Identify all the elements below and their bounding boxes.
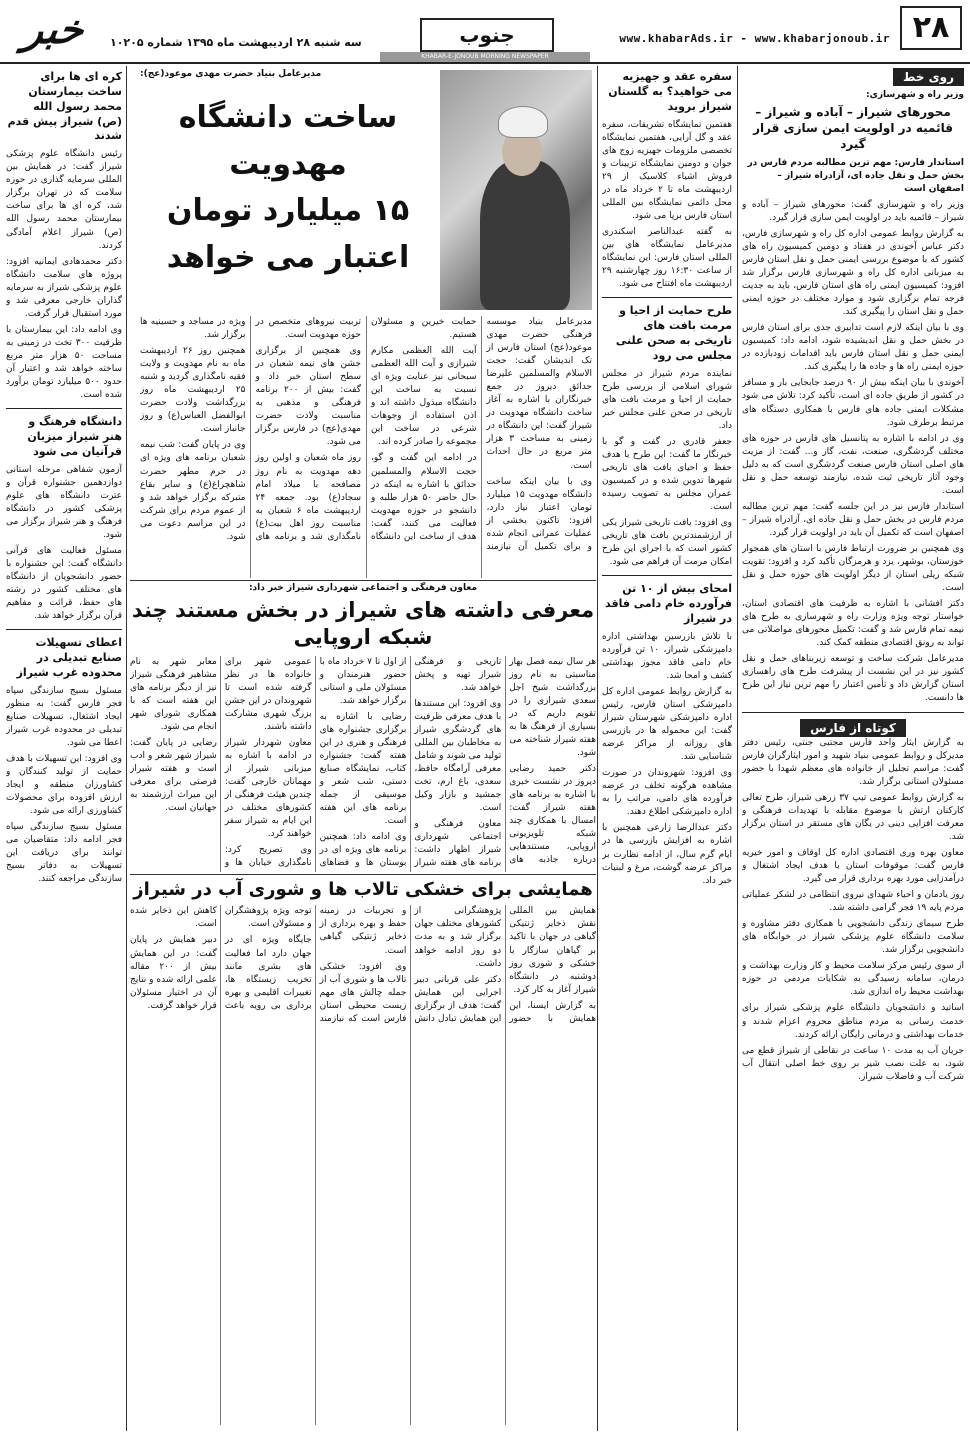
header-strip: KHABAR-E-JONOUB MORNING NEWSPAPER	[380, 52, 590, 62]
col6-headline-3: اعطای تسهیلات صنایع تبدیلی در محدوده غرب شیراز	[16, 636, 122, 679]
paragraph: وی افزود: شهروندان در صورت مشاهده هرگونه تخلف در عرضه فرآورده های دامی، مراتب را به اداره دامپزشکی اطلاع دهند.	[602, 768, 732, 818]
paragraph: رئیس دانشگاه علوم پزشکی شیراز گفت: در همایش بین المللی سرمایه گذاری در حوزه سلامت که در تهران برگزار شد، کره ای ها برای ساخت بیمارستان محمد رسول الله (ص) شیراز اعلام آمادگی کردند.	[6, 149, 122, 251]
article-body	[742, 199, 964, 706]
column-roye-khat	[742, 68, 964, 1428]
paragraph: وی افزود: این مستندها با هدف معرفی ظرفیت های گردشگری شیراز به مخاطبان بین المللی تولید می شوند و شامل معرفی آرامگاه حافظ، سعدی، باغ ارم، تخت جمشید و بازار وکیل است.	[414, 698, 502, 814]
feature-kicker: مدیرعامل بنیاد حضرت مهدی موعود(عج):	[140, 69, 322, 79]
article-2-headline: طرح حمایت از احیا و مرمت بافت های تاریخی به صحن علنی مجلس می رود	[615, 304, 732, 362]
paragraph: دکتر حمید رضایی دیروز در نشست خبری با اشاره به برنامه های هفته شیراز گفت: امسال با همکاری چند شبکه تلویزیونی اروپایی، مستندهایی درباره جاذبه های تاریخی و فرهنگی شیراز تهیه و پخش خواهد شد.	[414, 656, 596, 866]
paragraph: جعفر قادری در گفت و گو با خبرنگار ما گفت: این طرح با هدف حفظ و احیای بافت های تاریخی شهرها تدوین شده و در کمیسیون عمران مجلس به تصویب رسیده است.	[602, 436, 732, 512]
paragraph: هفتمین نمایشگاه تشریفات، سفره عقد و گل آرایی، هفتمین نمایشگاه تخصصی ملزومات جهیزیه زوج های جوان و دومین نمایشگاه تزیینات و فروش اشیاء کلاسیک از ۲۹ اردیبهشت ماه تا ۲ خرداد ماه در محل دائمی نمایشگاه بین المللی استان فارس برپا می شود.	[602, 119, 732, 221]
paragraph: دکتر افشانی با اشاره به ظرفیت های اقتصادی استان، خواستار توجه ویژه وزارت راه و شهرسازی به طرح های نیمه تمام فارس شد و گفت: تکمیل محورهای مواصلاتی می تواند به رونق اقتصادی منطقه کمک کند.	[742, 599, 964, 649]
paragraph: وزیر راه و شهرسازی گفت: محورهای شیراز – آباده و شیراز – قائمیه باید در اولویت ایمن سازی قرار گیرد.	[742, 199, 964, 223]
website-urls[interactable]: www.khabarAds.ir - www.khabarjonoub.ir	[619, 32, 890, 45]
paragraph: آخوندی با بیان اینکه بیش از ۹۰ درصد جابجایی بار و مسافر در کشور از طریق جاده ای است، تأکید کرد: تلاش می شود مشکلات ایمنی جاده های فارس با همکاری دستگاه های مرتبط برطرف شود.	[742, 378, 964, 428]
paragraph: معاون بهره وری اقتصادی اداره کل اوقاف و امور خیریه فارس گفت: موقوفات استان با هدف ایجاد اشتغال و درآمدزایی مورد بهره برداری قرار می گیرد.	[742, 847, 964, 885]
paragraph: معاون فرهنگی و اجتماعی شهرداری شیراز اظهار داشت: برنامه های هفته شیراز از اول تا ۷ خرداد ماه با حضور هنرمندان و مسئولان ملی و استانی برگزار خواهد شد.	[319, 656, 502, 869]
paragraph: دکتر علی قربانی دبیر اجرایی این همایش گفت: هدف از برگزاری این همایش تبادل دانش و تجربیات در زمینه حفظ و بهره برداری از ذخایر ژنتیکی گیاهی است.	[319, 906, 502, 1024]
article-3-body	[602, 631, 732, 888]
paragraph: جریان آب به مدت ۱۰ ساعت در نقاطی از شیراز قطع می شود، به علت نصب شیر بر روی خط اصلی انتقال آب شرکت آب و فاضلاب شیراز.	[742, 1045, 964, 1082]
paragraph: معاون شهردار شیراز در ادامه با اشاره به میزبانی شیراز از مهمانان خارجی گفت: چندین هیئت فرهنگی از کشورهای مختلف در این ایام به شیراز سفر خواهند کرد.	[224, 737, 312, 840]
paragraph: وی افزود: بافت تاریخی شیراز یکی از ارزشمندترین بافت های تاریخی کشور است که با اجرای این طرح امکان مرمت آن فراهم می شود.	[602, 518, 732, 568]
issue-date: سه شنبه ۲۸ اردیبهشت ماه ۱۳۹۵ شماره ۱۰۲۰۵	[110, 36, 362, 49]
news-briefs	[742, 737, 964, 1084]
paragraph: استاندار فارس نیز در این جلسه گفت: مهم ترین مطالبه مردم فارس در بخش حمل و نقل جاده ای، آزادراه شیراز – اصفهان است که تکمیل آن باید در اولویت قرار گیرد.	[742, 501, 964, 538]
paragraph: وی همچنین از برگزاری جشن های نیمه شعبان در سطح استان خبر داد و گفت: بیش از ۲۰۰ برنامه فرهنگی و مذهبی به مناسبت ولادت حضرت مهدی(عج) در فارس برگزار می شود.	[255, 346, 361, 448]
paragraph: به گزارش ایسنا، این همایش با حضور پژوهشگرانی از کشورهای مختلف جهان برگزار شد و به مدت دو روز ادامه خواهد داشت.	[414, 906, 596, 1024]
paragraph: روز یادمان و احیاء شهدای نیروی انتظامی در لشکر عملیاتی مردم پایه ۱۹ فجر گرامی داشته شد.	[742, 890, 964, 914]
column-two	[602, 68, 732, 1428]
paragraph: همچنین روز ۲۶ اردیبهشت ماه به نام مهدویت و ولایت فقیه نامگذاری گردید و شنبه ۲۵ اردیبهشت ماه روز بزرگداشت ولادت حضرت ابوالفضل العباس(ع) و روز جانباز است.	[140, 346, 246, 435]
paragraph: دکتر عبدالرضا زارعی همچنین با اشاره به افزایش بازرسی ها در ایام گرم سال، از ادامه نظارت بر مراکز عرضه گوشت، مرغ و لبنیات خبر داد.	[602, 823, 732, 886]
paragraph: دکتر محمدهادی ایمانیه افزود: پروژه های سلامت دانشگاه علوم پزشکی شیراز به سرمایه گذاران خارجی معرفی شد و مورد استقبال قرار گرفت.	[6, 256, 122, 319]
paragraph: رضایی در پایان گفت: شیراز شهر شعر و ادب است و هفته شیراز فرصتی برای معرفی این میراث ارزشمند به جهانیان است.	[130, 737, 217, 814]
kicker: وزیر راه و شهرسازی:	[866, 90, 964, 101]
story-european-networks	[130, 582, 596, 872]
box-title-roye-khat: روی خط	[893, 68, 964, 86]
col6-headline-2: دانشگاه فرهنگ و هنر شیراز میزبان قرآنیان می شود	[27, 415, 122, 458]
paragraph: وی با بیان اینکه ساخت دانشگاه مهدویت ۱۵ میلیارد تومان اعتبار نیاز دارد، افزود: تاکنون بخشی از عملیات عمرانی انجام شده و برای تکمیل آن نیازمند حمایت خیرین و مسئولان هستیم.	[371, 317, 592, 552]
feature-article	[140, 66, 592, 578]
col6-body-1	[6, 148, 122, 402]
paragraph: روز ماه شعبان و اولین روز دهه مهدویت به نام روز مصافحه با میلاد امام سجاد(ع) بود. جمعه ۲۴ اردیبهشت ماه ۶ شعبان به مناسبت روز اهل بیت(ع) نامگذاری شد و برنامه های ویژه در مساجد و حسینیه ها برگزار شد.	[140, 317, 361, 542]
masthead	[0, 0, 970, 64]
paragraph: وی همچنین بر ضرورت ارتباط فارس با استان های همجوار خوزستان، بوشهر، یزد و هرمزگان تأکید کرد و افزود: تقویت شبکه ریلی استان از دیگر اولویت های حوزه حمل و نقل است.	[742, 543, 964, 594]
col6-body-2	[6, 464, 122, 624]
box-title-kootah: کوتاه از فارس	[800, 719, 906, 737]
story2-headline: معرفی داشته های شیراز در بخش مستند چند شبکه اروپایی	[131, 598, 595, 650]
paragraph: وی افزود: خشکی تالاب ها و شوری آب از جمله چالش های مهم زیست محیطی استان فارس است که نیازمند توجه ویژه پژوهشگران و مسئولان است.	[224, 906, 407, 1024]
paragraph: از سوی رئیس مرکز سلامت محیط و کار وزارت بهداشت و درمان، سامانه رسیدگی به شکایات مردمی در حوزه بهداشت محیط راه اندازی شد.	[742, 961, 964, 998]
article-1-headline: سفره عقد و جهیزیه می خواهید؟ به گلستان شیراز بروید	[608, 70, 732, 113]
paragraph: همایش بین المللی نقش ذخایر ژنتیکی گیاهی در جهان با تاکید بر گیاهان سازگار با خشکی و شوری روز دوشنبه در دانشگاه شیراز آغاز به کار کرد.	[509, 906, 596, 995]
newspaper-logo: خبر	[20, 6, 88, 53]
article-3-headline: امحای بیش از ۱۰ تن فرآورده خام دامی فاقد در شیراز	[605, 582, 732, 625]
paragraph: به گزارش روابط عمومی تیپ ۳۷ زرهی شیراز، طرح تعالی کارکنان ارتش با موضوع مقابله با تهدیدات فرهنگی و معرفت افزایی دینی در یگان های مستقر در استان برگزار شد.	[742, 792, 964, 842]
paragraph: مسئول فعالیت های قرآنی دانشگاه گفت: این جشنواره با حضور دانشجویان از دانشگاه های مختلف کشور در رشته های حفظ، قرائت و مفاهیم قرآن برگزار خواهد شد.	[6, 545, 122, 622]
feature-body	[140, 316, 592, 578]
paragraph: طرح سیمای زندگی دانشجویی با همکاری دفتر مشاوره و سلامت دانشگاه علوم پزشکی شیراز در خوابگاه های دانشجویی برگزار شد.	[742, 919, 964, 956]
paragraph: جایگاه ویژه ای در جهان دارد اما فعالیت های بشری مانند تخریب زیستگاه ها، تغییرات اقلیمی و بهره برداری بی رویه باعث کاهش این ذخایر شده است.	[130, 906, 312, 1011]
col6-body-3	[6, 685, 122, 887]
paragraph: در ادامه این گفت و گو، حجت الاسلام والمسلمین حدائق با اشاره به اینکه در حال حاضر ۵۰ هزار طلبه و دانشجو در حوزه مهدویت فعالیت می کنند، گفت: هدف از ساخت این دانشگاه تربیت نیروهای متخصص در حوزه مهدویت است.	[255, 317, 477, 542]
paragraph: آیت الله العظمی مکارم شیرازی و آیت الله العظمی سبحانی نیز عنایت ویژه ای نسبت به ساخت این دانشگاه مبذول داشته اند و اذن استفاده از وجوهات شرعی در ساخت این مجموعه را صادر کرده اند.	[371, 346, 477, 448]
paragraph: دبیر همایش در پایان گفت: در این همایش بیش از ۲۰۰ مقاله علمی ارائه شده و نتایج آن در اختیار مسئولان قرار خواهد گرفت.	[130, 935, 217, 1011]
paragraph: به گزارش روابط عمومی اداره کل راه و شهرسازی فارس، دکتر عباس آخوندی در هفتاد و دومین کمیسیون راه های کشور که با موضوع بررسی ایمنی حمل و نقل استان فارس به میزبانی اداره کل راه و شهرسازی فارس برگزار شد افزود: کمیسیون ایمنی راه های استان فارس، باید به جدیت فرجه تمام برگزاری شود و موارد مختلف در حوزه ایمنی حمل و نقل استان را پیگیری کند.	[742, 228, 964, 318]
subhead: استاندار فارس: مهم ترین مطالبه مردم فارس در بخش حمل و نقل جاده ای، آزادراه شیراز – اصفهان است	[747, 157, 964, 194]
article-2-body	[602, 368, 732, 570]
paragraph: نماینده مردم شیراز در مجلس شورای اسلامی از بررسی طرح حمایت از احیا و مرمت بافت های تاریخی در صحن علنی مجلس خبر داد.	[602, 368, 732, 431]
section-title: جنوب	[420, 18, 554, 52]
paragraph: مدیرعامل بنیاد موسسه فرهنگی حضرت مهدی موعود(عج) استان فارس از تک اندیشان گفت: حجت الاسلام والمسلمین علیرضا حدائق دیروز در جمع خبرنگاران با اشاره به آغاز ساخت دانشگاه مهدویت در شیراز گفت: این دانشگاه در زمینی به مساحت ۳ هزار متر مربع در حال احداث است.	[486, 317, 592, 471]
story3-headline: همایشی برای خشکی تالاب ها و شوری آب در شیراز	[133, 879, 593, 900]
paragraph: اساتید و دانشجویان دانشگاه علوم پزشکی شیراز برای خدمت رسانی به مردم مناطق محروم اعزام شدند و خدمات بهداشتی و درمانی رایگان ارائه کردند.	[742, 1003, 964, 1040]
paragraph: مدیرعامل شرکت ساخت و توسعه زیربناهای حمل و نقل کشور نیز در این نشست از پیشرفت طرح های راهسازی استان گزارش داد و تأمین اعتبار را مهم ترین نیاز این طرح ها دانست.	[742, 654, 964, 704]
paragraph: وی افزود: این تسهیلات با هدف حمایت از تولید کنندگان و کشاورزان منطقه و ایجاد ارزش افزوده برای محصولات کشاورزی ارائه می شود.	[6, 753, 122, 817]
paragraph: وی با بیان اینکه لازم است تدابیری جدی برای استان فارس در بخش حمل و نقل اندیشیده شود، ادامه داد: کمیسیون ایمنی حمل و نقل استان فارس باید اقدامات زودبازده در حوزه ایمنی راه ها و جاده ها را پیگیری کند.	[742, 323, 964, 373]
paragraph: وی ادامه داد: همچنین برنامه های ویژه ای در بوستان ها و فضاهای عمومی شهر برای خانواده ها در نظر گرفته شده است تا شهروندان در این جشن بزرگ شهری مشارکت داشته باشند.	[224, 656, 407, 869]
paragraph: آزمون شفاهی مرحله استانی دوازدهمین جشنواره قرآن و عترت دانشگاه های علوم پزشکی کشور در دانشگاه فرهنگ و هنر شیراز برگزار می شود.	[6, 464, 122, 540]
paragraph: وی در ادامه با اشاره به پتانسیل های فارس در حوزه های مختلف گردشگری، صنعت، نفت، گاز و... گفت: از مزیت های اصلی استان فارس صنعت گردشگری است که به دلیل وجود آثار تاریخی ثبت شده، نیازمند توسعه حمل و نقل است.	[742, 433, 964, 496]
paragraph: مسئول بسیج سازندگی سپاه فجر ادامه داد: متقاضیان می توانند برای دریافت این تسهیلات به دفاتر بسیج سازندگی مراجعه کنند.	[6, 822, 122, 885]
paragraph: وی در پایان گفت: شب نیمه شعبان برنامه های ویژه ای در حرم مطهر حضرت شاهچراغ(ع) و سایر بقاع متبرکه برگزار خواهد شد و از عموم مردم برای شرکت در این مراسم دعوت می شود.	[140, 440, 246, 542]
article-1-body	[602, 119, 732, 292]
paragraph: وی تصریح کرد: نامگذاری خیابان ها و معابر شهر به نام مشاهیر فرهنگی شیراز نیز از دیگر برنامه های این هفته است که با همکاری شورای شهر انجام می شود.	[130, 656, 312, 869]
col6-headline-1: کره ای ها برای ساخت بیمارستان محمد رسول الله (ص) شیراز پیش قدم شدند	[7, 70, 122, 143]
feature-headline-line: ۱۵ میلیارد تومان	[166, 193, 410, 229]
feature-headline-line: اعتبار می خواهد	[166, 239, 410, 275]
paragraph: با تلاش بازرسین بهداشتی اداره دامپزشکی شیراز، ۱۰ تن فرآورده خام دامی فاقد مجوز بهداشتی کشف و امحا شد.	[602, 631, 732, 681]
paragraph: به گفته عبدالناصر اسکندری مدیرعامل نمایشگاه های بین المللی استان فارس: این نمایشگاه از ساعت ۱۶:۳۰ روز چهارشنبه ۲۹ اردیبهشت ماه افتتاح می شود.	[602, 226, 732, 290]
story3-body	[130, 905, 596, 1425]
paragraph: هر سال نیمه فصل بهار مناسبتی به نام روز بزرگداشت شیخ اجل سعدی شیرازی را در تقویم داریم که در بسیاری از فرهنگ ها به هفته شیراز شناخته می شود.	[509, 656, 596, 758]
story2-body	[130, 656, 596, 872]
story2-kicker: معاون فرهنگی و اجتماعی شهرداری شیراز خبر داد:	[248, 583, 478, 593]
feature-headline-line: ساخت دانشگاه مهدویت	[178, 100, 398, 182]
story-wetlands	[130, 876, 596, 1431]
feature-headline	[140, 95, 436, 281]
paragraph: به گزارش ایثار واحد فارس مجتبی جنتی، رئیس دفتر مدیرکل و روابط عمومی بنیاد شهید و امور ایثارگران فارس گفت: مراسم تجلیل از خانواده های معظم شهدا با حضور مسئولان استانی برگزار شد.	[742, 737, 964, 787]
cleric-photo	[440, 70, 592, 310]
column-left	[6, 68, 122, 1428]
page-number: ۲۸	[900, 6, 962, 50]
headline: محورهای شیراز – آباده و شیراز – قائمیه در اولویت ایمن سازی قرار گیرد	[753, 105, 953, 152]
paragraph: وی ادامه داد: این بیمارستان با ظرفیت ۳۰۰ تخت در زمینی به مساحت ۵۰ هزار متر مربع ساخته خواهد شد و اعتبار آن حدود ۵۰۰ میلیارد تومان برآورد شده است.	[6, 324, 122, 401]
paragraph: رضایی با اشاره به برگزاری جشنواره های فرهنگی و هنری در این هفته گفت: جشنواره کتاب، نمایشگاه صنایع دستی، شب شعر و موسیقی از جمله برنامه های این هفته است.	[319, 711, 407, 827]
paragraph: مسئول بسیج سازندگی سپاه فجر فارس گفت: به منظور ایجاد اشتغال، تسهیلات صنایع تبدیلی در محدوده غرب شیراز اعطا می شود.	[6, 685, 122, 748]
paragraph: به گزارش روابط عمومی اداره کل دامپزشکی استان فارس، رئیس اداره دامپزشکی شهرستان شیراز گفت: این محموله ها در بازرسی های روزانه از مراکز عرضه شناسایی شد.	[602, 686, 732, 763]
